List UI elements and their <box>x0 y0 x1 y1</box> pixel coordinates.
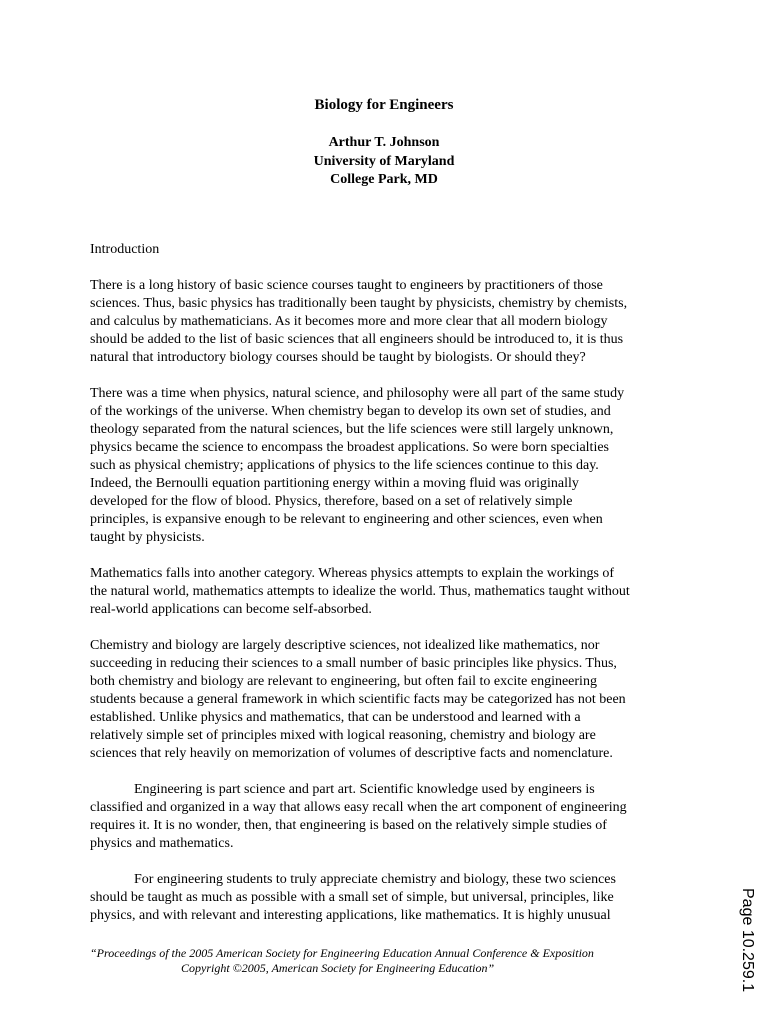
text-line: physics became the science to encompass the broadest applications. So were born specialties <box>90 440 609 455</box>
text-line: There was a time when physics, natural science, and philosophy were all part of the same study <box>90 386 625 401</box>
text-line: classified and organized in a way that allows easy recall when the art component of engineering <box>90 800 627 815</box>
text-line: developed for the flow of blood. Physics, therefore, based on a set of relatively simple <box>90 494 573 509</box>
section-heading: Introduction <box>90 242 160 257</box>
text-line: should be taught as much as possible with a small set of simple, but universal, principles, like <box>90 890 614 905</box>
paragraph-6 <box>90 871 690 925</box>
paragraph-4 <box>90 637 690 763</box>
text-line: Indeed, the Bernoulli equation partitioning energy within a moving fluid was originally <box>90 476 579 491</box>
text-line: sciences. Thus, basic physics has traditionally been taught by physicists, chemistry by chemists, <box>90 296 628 311</box>
footer-line-1: “Proceedings of the 2005 American Society for Engineering Education Annual Conference & Exposition <box>90 946 594 960</box>
text-line: relatively simple set of principles mixed with logical reasoning, chemistry and biology are <box>90 728 596 743</box>
author-block <box>0 134 768 190</box>
text-line: should be added to the list of basic sciences that all engineers should be introduced to, it is thus <box>90 332 624 347</box>
text-line: physics and mathematics. <box>90 836 234 851</box>
footer-line-2: Copyright ©2005, American Society for Engineering Education” <box>181 961 495 975</box>
text-line: succeeding in reducing their sciences to a small number of basic principles like physics. Thus, <box>90 656 617 671</box>
author-name: Arthur T. Johnson <box>328 135 440 150</box>
text-line: Engineering is part science and part art. Scientific knowledge used by engineers is <box>134 782 595 797</box>
text-line: of the workings of the universe. When chemistry began to develop its own set of studies, and <box>90 404 611 419</box>
text-line: physics, and with relevant and interesting applications, like mathematics. It is highly unusual <box>90 908 611 923</box>
paragraph-5 <box>90 781 690 853</box>
text-line: students because a general framework in which scientific facts may be categorized has not been <box>90 692 626 707</box>
page-number: Page 10.259.1 <box>739 888 756 993</box>
text-line: principles, is expansive enough to be relevant to engineering and other sciences, even when <box>90 512 603 527</box>
text-line: taught by physicists. <box>90 530 205 545</box>
paragraph-1 <box>90 277 690 367</box>
page-number-margin <box>735 888 757 998</box>
author-affiliation: University of Maryland <box>313 153 455 169</box>
text-line: theology separated from the natural sciences, but the life sciences were still largely unknown, <box>90 422 614 437</box>
text-line: sciences that rely heavily on memorization of volumes of descriptive facts and nomenclature. <box>90 746 613 761</box>
body-text <box>90 241 690 943</box>
text-line: such as physical chemistry; applications of physics to the life sciences continue to this day. <box>90 458 599 473</box>
paper-title: Biology for Engineers <box>314 97 454 113</box>
text-line: both chemistry and biology are relevant to engineering, but often fail to excite engineering <box>90 674 597 689</box>
text-line: Chemistry and biology are largely descriptive sciences, not idealized like mathematics, nor <box>90 638 600 653</box>
paragraph-3 <box>90 565 690 619</box>
text-line: the natural world, mathematics attempts to idealize the world. Thus, mathematics taught without <box>90 584 630 599</box>
text-line: real-world applications can become self-absorbed. <box>90 602 372 617</box>
paragraph-2 <box>90 385 690 547</box>
text-line: Mathematics falls into another category. Whereas physics attempts to explain the workings of <box>90 566 615 581</box>
text-line: There is a long history of basic science courses taught to engineers by practitioners of those <box>90 278 603 293</box>
text-line: For engineering students to truly appreciate chemistry and biology, these two sciences <box>134 872 616 887</box>
author-location: College Park, MD <box>330 172 438 187</box>
text-line: and calculus by mathematicians. As it becomes more and more clear that all modern biology <box>90 314 608 329</box>
text-line: requires it. It is no wonder, then, that engineering is based on the relatively simple studies of <box>90 818 607 833</box>
text-line: established. Unlike physics and mathematics, that can be understood and learned with a <box>90 710 581 725</box>
text-line: natural that introductory biology courses should be taught by biologists. Or should they? <box>90 350 586 365</box>
